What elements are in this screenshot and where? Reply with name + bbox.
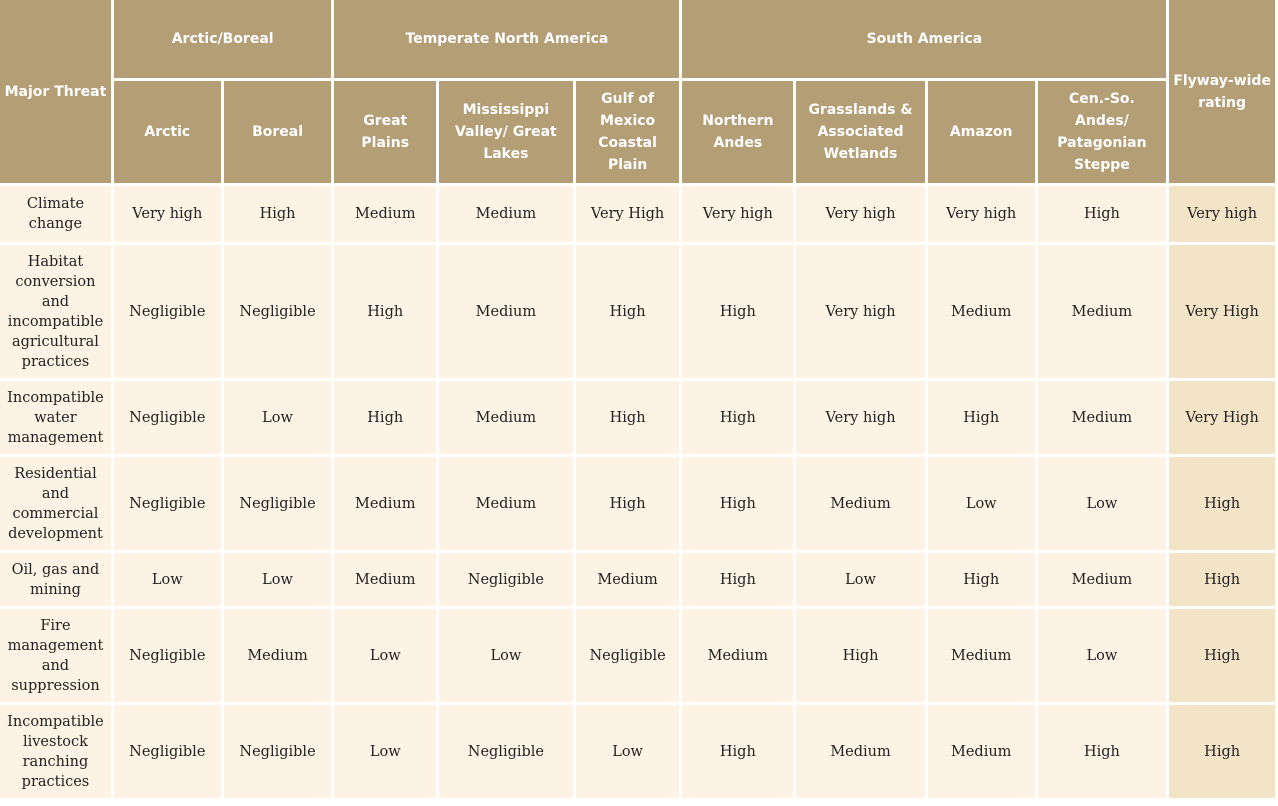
header-major-threat: Major Threat — [0, 0, 111, 183]
header-region: Gulf of Mexico Coastal Plain — [576, 81, 680, 183]
threat-level-cell: Low — [114, 553, 221, 606]
flyway-rating-cell: High — [1169, 609, 1275, 702]
threat-level-cell: Medium — [439, 245, 573, 378]
threat-level-cell: Low — [1038, 609, 1167, 702]
threat-name-cell: Fire management and suppression — [0, 609, 111, 702]
header-group-temperate-north-america: Temperate North America — [334, 0, 679, 78]
table-row — [0, 553, 1275, 606]
threat-level-cell: Low — [334, 705, 436, 798]
threat-level-cell: Negligible — [439, 705, 573, 798]
threat-level-cell: Low — [576, 705, 680, 798]
table-row — [0, 245, 1275, 378]
threat-level-cell: Medium — [334, 553, 436, 606]
threat-level-cell: Negligible — [114, 381, 221, 454]
threat-level-cell: Medium — [439, 186, 573, 242]
threat-level-cell: High — [682, 705, 793, 798]
threat-level-cell: Negligible — [439, 553, 573, 606]
table-row — [0, 705, 1275, 798]
table-row — [0, 609, 1275, 702]
threat-level-cell: Negligible — [224, 245, 332, 378]
threat-level-cell: High — [334, 381, 436, 454]
threat-level-cell: Very High — [576, 186, 680, 242]
threat-level-cell: Medium — [1038, 381, 1167, 454]
threat-name-cell: Oil, gas and mining — [0, 553, 111, 606]
threat-level-cell: Negligible — [114, 705, 221, 798]
threat-level-cell: High — [576, 245, 680, 378]
header-region: Northern Andes — [682, 81, 793, 183]
flyway-rating-cell: High — [1169, 705, 1275, 798]
threat-name-cell: Incompatible livestock ranching practices — [0, 705, 111, 798]
header-region: Grasslands & Associated Wetlands — [796, 81, 925, 183]
threat-name-cell: Habitat conversion and incompatible agricultural practices — [0, 245, 111, 378]
threat-level-cell: High — [682, 381, 793, 454]
threat-level-cell: Medium — [224, 609, 332, 702]
table-row — [0, 457, 1275, 550]
threat-level-cell: Medium — [796, 457, 925, 550]
threat-name-cell: Incompatible water management — [0, 381, 111, 454]
header-group-arctic-boreal: Arctic/Boreal — [114, 0, 332, 78]
header-region: Mississippi Valley/ Great Lakes — [439, 81, 573, 183]
threat-level-cell: Very high — [796, 381, 925, 454]
threat-level-cell: Very high — [114, 186, 221, 242]
header-flyway-rating: Flyway-wide rating — [1169, 0, 1275, 183]
threat-level-cell: High — [796, 609, 925, 702]
threat-level-cell: Low — [796, 553, 925, 606]
threat-level-cell: High — [334, 245, 436, 378]
threat-level-cell: High — [928, 553, 1035, 606]
flyway-rating-cell: Very high — [1169, 186, 1275, 242]
header-region: Cen.-So. Andes/ Patagonian Steppe — [1038, 81, 1167, 183]
threat-level-cell: Low — [928, 457, 1035, 550]
flyway-rating-cell: Very High — [1169, 381, 1275, 454]
threat-level-cell: Medium — [928, 705, 1035, 798]
threat-level-cell: High — [1038, 705, 1167, 798]
threat-level-cell: High — [576, 457, 680, 550]
header-region: Amazon — [928, 81, 1035, 183]
threat-level-cell: Medium — [439, 457, 573, 550]
threat-level-cell: Low — [224, 381, 332, 454]
threat-level-cell: Medium — [682, 609, 793, 702]
threat-level-cell: Negligible — [576, 609, 680, 702]
flyway-rating-cell: High — [1169, 457, 1275, 550]
threat-level-cell: Medium — [928, 245, 1035, 378]
threat-level-cell: Negligible — [224, 457, 332, 550]
threat-level-cell: High — [682, 245, 793, 378]
table-row — [0, 186, 1275, 242]
threat-name-cell: Residential and commercial development — [0, 457, 111, 550]
threat-level-cell: Low — [439, 609, 573, 702]
table-row — [0, 381, 1275, 454]
threat-level-cell: Low — [334, 609, 436, 702]
threat-level-cell: High — [928, 381, 1035, 454]
threat-level-cell: Medium — [796, 705, 925, 798]
threat-level-cell: Very high — [796, 186, 925, 242]
header-region: Boreal — [224, 81, 332, 183]
threat-level-cell: Negligible — [224, 705, 332, 798]
flyway-rating-cell: Very High — [1169, 245, 1275, 378]
threat-level-cell: Medium — [439, 381, 573, 454]
threat-level-cell: Low — [1038, 457, 1167, 550]
threat-level-cell: Medium — [1038, 245, 1167, 378]
threat-level-cell: High — [224, 186, 332, 242]
threat-level-cell: Medium — [576, 553, 680, 606]
threat-level-cell: Medium — [1038, 553, 1167, 606]
threat-level-cell: High — [1038, 186, 1167, 242]
threat-level-cell: Medium — [334, 457, 436, 550]
threat-level-cell: Negligible — [114, 245, 221, 378]
header-group-south-america: South America — [682, 0, 1166, 78]
threat-level-cell: High — [682, 457, 793, 550]
flyway-rating-cell: High — [1169, 553, 1275, 606]
threat-level-cell: Very high — [682, 186, 793, 242]
threat-level-cell: Medium — [334, 186, 436, 242]
threat-level-cell: Very high — [796, 245, 925, 378]
header-region: Great Plains — [334, 81, 436, 183]
threat-level-cell: Low — [224, 553, 332, 606]
threat-level-cell: High — [682, 553, 793, 606]
threat-name-cell: Climate change — [0, 186, 111, 242]
threat-level-cell: High — [576, 381, 680, 454]
table-header — [0, 0, 1275, 183]
table-body — [0, 186, 1275, 798]
threat-level-cell: Medium — [928, 609, 1035, 702]
threat-level-cell: Negligible — [114, 609, 221, 702]
header-region: Arctic — [114, 81, 221, 183]
threat-level-cell: Very high — [928, 186, 1035, 242]
threat-level-cell: Negligible — [114, 457, 221, 550]
